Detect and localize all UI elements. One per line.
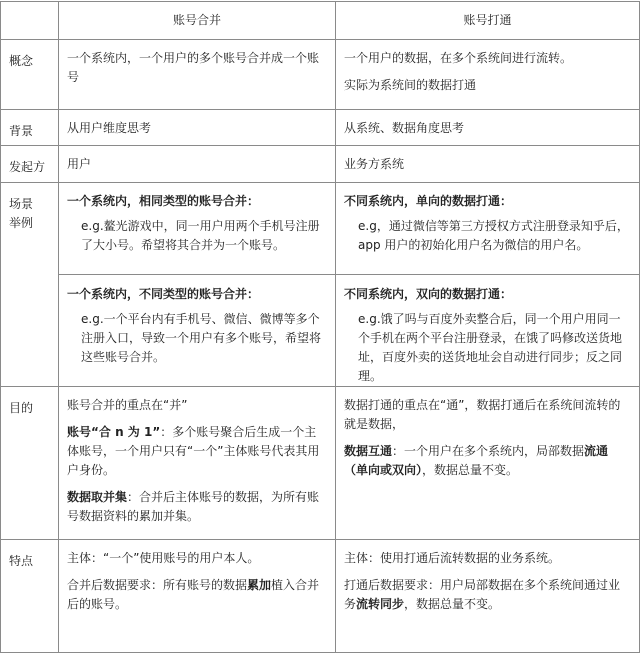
purpose-connect-text-2-bold: 数据互通 <box>344 444 393 458</box>
scenario-merge-b <box>59 275 336 387</box>
feature-merge-text-2-pre: 合并后数据要求：所有账号的数据 <box>67 578 248 592</box>
feature-merge <box>59 540 336 653</box>
header-connect: 账号打通 <box>336 2 640 40</box>
scenario-label-2: 举例 <box>9 216 34 230</box>
scenario-merge-a <box>59 183 336 275</box>
scenario-connect-a-text: e.g，通过微信等第三方授权方式注册登录知乎后，app 用户的初始化用户名为微信的用户名。 <box>358 219 629 252</box>
background-merge: 从用户维度思考 <box>59 110 336 146</box>
initiator-label: 发起方 <box>1 146 59 183</box>
concept-label: 概念 <box>1 40 59 110</box>
feature-connect <box>336 540 640 653</box>
initiator-row <box>1 146 640 183</box>
feature-merge-text-2 <box>67 576 327 614</box>
scenario-label-1: 场景 <box>9 197 34 211</box>
purpose-merge-text-3-rest: ：合并后主体账号的数据，为所有账号数据资料的累加并集。 <box>67 490 320 523</box>
purpose-connect-text-2-rest: ，数据总量不变。 <box>422 463 519 477</box>
feature-connect-text-2-bold: 流转同步 <box>356 597 405 611</box>
concept-merge <box>59 40 336 110</box>
concept-connect <box>336 40 640 110</box>
scenario-merge-b-title: 一个系统内，不同类型的账号合并： <box>67 287 260 301</box>
feature-row <box>1 540 640 653</box>
concept-connect-text-2: 实际为系统间的数据打通 <box>344 78 477 92</box>
scenario-row-a <box>1 183 640 275</box>
feature-connect-text-2-rest: ，数据总量不变。 <box>404 597 501 611</box>
feature-connect-text-2-pre: 打通后数据要求：用户局部数据在多个系统间通过业务 <box>344 578 621 611</box>
purpose-merge-text-2-rest: ：多个账号聚合后生成一个主体账号，一个用户只有“一个”主体账号代表其用户身份。 <box>67 425 320 477</box>
feature-connect-text-2 <box>344 576 631 614</box>
header-merge: 账号合并 <box>59 2 336 40</box>
purpose-connect-text-2-mid: ：一个用户在多个系统内，局部数据 <box>392 444 585 458</box>
purpose-connect <box>336 387 640 540</box>
concept-merge-text: 一个系统内，一个用户的多个账号合并成一个账号 <box>67 51 320 84</box>
scenario-connect-b <box>336 275 640 387</box>
scenario-row-b <box>1 275 640 387</box>
purpose-merge-text-3-bold: 数据取并集 <box>67 490 128 504</box>
background-row <box>1 110 640 146</box>
comparison-table <box>0 1 640 653</box>
background-connect: 从系统、数据角度思考 <box>336 110 640 146</box>
background-label: 背景 <box>1 110 59 146</box>
scenario-merge-b-text: e.g.一个平台内有手机号、微信、微博等多个注册入口，导致一个用户有多个账号，希望将这些账号合并。 <box>81 312 322 364</box>
purpose-merge-text-2 <box>67 423 327 480</box>
purpose-label: 目的 <box>1 387 59 540</box>
concept-connect-text-1: 一个用户的数据，在多个系统间进行流转。 <box>344 51 573 65</box>
purpose-merge-text-2-bold: 账号“合 n 为 1” <box>67 425 161 439</box>
feature-merge-text-2-bold: 累加 <box>247 578 272 592</box>
scenario-merge-a-title: 一个系统内，相同类型的账号合并： <box>67 194 260 208</box>
scenario-connect-a-title: 不同系统内，单向的数据打通： <box>344 194 513 208</box>
feature-connect-text-1: 主体：使用打通后流转数据的业务系统。 <box>344 551 561 565</box>
purpose-merge-text-1: 账号合并的重点在“并” <box>67 398 188 412</box>
purpose-merge-text-3 <box>67 488 327 526</box>
purpose-connect-text-2-bold2: 流通（单向或双向） <box>344 444 609 477</box>
scenario-merge-a-text: e.g.鳌光游戏中，同一用户用两个手机号注册了大小号。希望将其合并为一个账号。 <box>81 219 320 252</box>
feature-merge-text-1: 主体：“一个”使用账号的用户本人。 <box>67 551 260 565</box>
initiator-merge: 用户 <box>59 146 336 183</box>
header-row <box>1 2 640 40</box>
purpose-row <box>1 387 640 540</box>
scenario-connect-b-text: e.g.饿了吗与百度外卖整合后，同一个用户用同一个手机在两个平台注册登录，在饿了吗修改送货地址，百度外卖的送货地址会自动进行同步；反之同理。 <box>358 312 623 383</box>
header-empty-cell <box>1 2 59 40</box>
initiator-connect: 业务方系统 <box>336 146 640 183</box>
scenario-connect-b-title: 不同系统内，双向的数据打通： <box>344 287 513 301</box>
feature-label: 特点 <box>1 540 59 653</box>
concept-row <box>1 40 640 110</box>
scenario-connect-a <box>336 183 640 275</box>
scenario-label <box>1 183 59 387</box>
purpose-connect-text-1: 数据打通的重点在“通”，数据打通后在系统间流转的就是数据， <box>344 398 621 431</box>
purpose-merge <box>59 387 336 540</box>
feature-merge-text-2-rest: 植入合并后的账号。 <box>67 578 320 611</box>
purpose-connect-text-2 <box>344 442 631 480</box>
